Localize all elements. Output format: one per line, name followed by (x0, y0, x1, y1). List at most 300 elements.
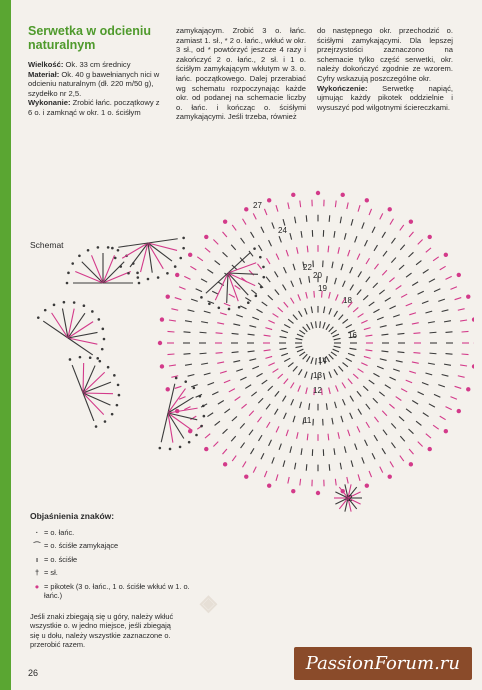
diagram-stroke (278, 307, 283, 312)
right-column (317, 26, 453, 112)
diagram-stroke (314, 291, 315, 298)
diagram-dot (175, 377, 178, 380)
diagram-stroke (413, 353, 420, 354)
diagram-stroke (428, 322, 435, 323)
diagram-stroke (400, 225, 404, 230)
diagram-dot (107, 366, 110, 369)
diagram-stroke (329, 308, 331, 314)
diagram-stroke (458, 309, 465, 311)
diagram-stroke (342, 382, 346, 388)
diagram-stroke (324, 307, 325, 314)
diagram-dot (159, 447, 162, 450)
diagram-stroke (380, 467, 383, 473)
diagram-stroke (329, 464, 330, 471)
diagram-stroke (284, 302, 288, 307)
diagram-stroke (283, 460, 285, 466)
diagram-dot (166, 272, 169, 275)
diagram-stroke (220, 371, 227, 373)
diagram-stroke (249, 359, 256, 361)
diagram-stroke (200, 353, 207, 354)
diagram-stroke (293, 416, 295, 422)
diagram-dot (200, 425, 203, 428)
diagram-stroke (365, 440, 368, 446)
diagram-dot (97, 246, 100, 249)
diagram-stroke (329, 354, 334, 359)
diagram-stroke (229, 389, 235, 392)
diagram-stroke (171, 376, 178, 378)
diagram-stroke (406, 380, 412, 383)
diagram-stroke (249, 411, 254, 416)
diagram-stroke (215, 273, 228, 300)
diagram-dot (117, 249, 120, 252)
diagram-stroke (299, 369, 303, 375)
diagram-stroke (224, 303, 230, 306)
execution-text: Zrobić łańc. początkowy z 6 o. i zamknąć w okr. 1 o. ściśłym (28, 98, 160, 117)
diagram-stroke (406, 409, 412, 413)
diagram-stroke (335, 201, 336, 208)
diagram-stroke (429, 279, 435, 282)
diagram-stroke (290, 446, 292, 452)
diagram-stroke (217, 362, 224, 363)
diagram-stroke (229, 294, 235, 297)
diagram-stroke (286, 250, 288, 256)
diagram-stroke (279, 236, 281, 242)
diagram-stroke (264, 335, 271, 336)
diagram-stroke (329, 215, 330, 222)
diagram-stroke (373, 309, 379, 312)
diagram-stroke (434, 394, 440, 397)
diagram-stroke (332, 262, 333, 269)
diagram-stroke (401, 294, 407, 297)
diagram-dot (267, 198, 271, 202)
diagram-stroke (364, 328, 371, 330)
diagram-dot (179, 257, 182, 260)
diagram-stroke (366, 277, 370, 282)
diagram-dot (223, 462, 227, 466)
diagram-dot (388, 474, 392, 478)
diagram-dot (119, 265, 122, 268)
diagram-stroke (382, 270, 387, 275)
diagram-stroke (374, 264, 378, 269)
diagram-stroke (347, 477, 348, 484)
diagram-stroke (358, 474, 360, 480)
diagram-stroke (412, 362, 419, 363)
diagram-stroke (309, 276, 310, 283)
faded-watermark-shape: ◈ (200, 590, 217, 615)
diagram-stroke (228, 273, 248, 295)
diagram-stroke (259, 245, 263, 251)
diagram-stroke (369, 302, 375, 306)
diagram-stroke (213, 240, 218, 245)
diagram-stroke (446, 332, 453, 333)
legend-text: = o. ściśłe zamykające (44, 541, 119, 550)
diagram-stroke (212, 392, 218, 395)
diagram-stroke (344, 233, 346, 239)
diagram-dot (78, 254, 81, 257)
diagram-stroke (350, 348, 357, 349)
diagram-stroke (233, 361, 240, 363)
diagram-stroke (334, 311, 338, 317)
diagram-stroke (283, 219, 285, 225)
diagram-stroke (335, 278, 337, 284)
diagram-dot (365, 198, 369, 202)
diagram-stroke (288, 477, 289, 484)
diagram-stroke (83, 372, 105, 393)
diagram-stroke (245, 385, 251, 389)
diagram-stroke (393, 315, 400, 317)
diagram-stroke (326, 324, 330, 330)
diagram-dot (174, 265, 177, 268)
diagram-stroke (369, 471, 371, 477)
diagram-stroke (391, 258, 396, 263)
diagram-dot (179, 446, 182, 449)
diagram-stroke (273, 314, 279, 318)
diagram-stroke (334, 231, 335, 238)
diagram-stroke (446, 407, 452, 410)
diagram-stroke (243, 219, 247, 225)
diagram-stroke (215, 421, 220, 425)
diagram-stroke (295, 217, 296, 224)
diagram-stroke (268, 295, 273, 300)
diagram-stroke (389, 404, 394, 408)
crochet-diagram (28, 178, 474, 538)
diagram-stroke (442, 374, 449, 376)
diagram-stroke (281, 353, 288, 355)
diagram-stroke (284, 324, 290, 327)
diagram-dot (118, 394, 121, 397)
diagram-stroke (416, 261, 421, 265)
diagram-stroke (297, 247, 298, 254)
diagram-stroke (228, 273, 258, 274)
diagram-stroke (267, 258, 271, 264)
diagram-dot (101, 348, 104, 351)
diagram-stroke (409, 232, 413, 237)
diagram-stroke (311, 322, 313, 328)
diagram-stroke (343, 319, 348, 323)
material-label: Materiał: (28, 69, 60, 79)
diagram-dot (127, 272, 130, 275)
diagram-stroke (257, 309, 263, 312)
diagram-stroke (169, 320, 176, 321)
diagram-stroke (348, 430, 350, 436)
legend-text: = o. łańc. (44, 527, 75, 537)
round-number-labels (253, 201, 357, 503)
diagram-dot (87, 249, 90, 252)
diagram-stroke (418, 442, 423, 447)
diagram-stroke (379, 392, 384, 396)
diagram-stroke (338, 247, 339, 254)
legend-text: = o. ściśłe (44, 554, 78, 564)
diagram-dot (291, 489, 295, 493)
diagram-dot (96, 357, 99, 360)
diagram-stroke (307, 246, 308, 253)
diagram-dot (113, 374, 116, 377)
legend-symbol: ⌒ (33, 541, 41, 550)
diagram-dot (103, 338, 106, 341)
diagram-stroke (288, 363, 293, 367)
legend-item (30, 528, 190, 538)
diagram-dot (291, 193, 295, 197)
diagram-dot (147, 278, 150, 281)
diagram-stroke (390, 219, 394, 225)
diagram-stroke (179, 287, 185, 290)
diagram-stroke (361, 363, 367, 366)
diagram-stroke (433, 425, 439, 429)
diagram-stroke (291, 399, 294, 405)
diagram-dot (137, 276, 140, 279)
diagram-stroke (232, 225, 236, 230)
diagram-stroke (268, 320, 274, 323)
diagram-stroke (329, 327, 334, 332)
diagram-stroke (344, 446, 346, 452)
diagram-dot (195, 434, 198, 437)
diagram-stroke (43, 321, 68, 338)
diagram-stroke (307, 356, 311, 362)
diagram-stroke (339, 315, 343, 320)
diagram-stroke (422, 383, 428, 385)
diagram-dot (158, 341, 162, 345)
diagram-stroke (252, 317, 258, 320)
diagram-stroke (259, 435, 263, 441)
diagram-dot (104, 420, 107, 423)
diagram-stroke (291, 382, 295, 388)
diagram-stroke (205, 434, 210, 438)
diagram-stroke (348, 379, 352, 384)
size-text: Ok. 33 cm średnicy (65, 60, 131, 69)
diagram-dot (157, 276, 160, 279)
diagram-stroke (231, 436, 235, 441)
diagram-stroke (223, 429, 228, 434)
diagram-dot (244, 207, 248, 211)
diagram-stroke (72, 365, 83, 393)
round-label: 22 (303, 263, 312, 272)
diagram-stroke (391, 238, 395, 243)
diagram-stroke (365, 350, 372, 351)
diagram-stroke (409, 371, 416, 373)
diagram-dot (316, 191, 320, 195)
diagram-stroke (334, 448, 335, 455)
diagram-dot (160, 364, 164, 368)
diagram-stroke (208, 383, 214, 385)
diagram-stroke (257, 373, 263, 376)
diagram-stroke (343, 363, 348, 367)
diagram-stroke (393, 369, 400, 371)
diagram-stroke (348, 353, 355, 355)
diagram-stroke (425, 373, 432, 375)
diagram-stroke (358, 369, 364, 373)
diagram-stroke (227, 273, 228, 303)
diagram-stroke (328, 246, 329, 253)
diagram-stroke (240, 423, 245, 428)
diagram-dot (111, 413, 114, 416)
diagram-stroke (191, 385, 198, 387)
diagram-dot (193, 387, 196, 390)
diagram-stroke (334, 369, 338, 375)
diagram-stroke (232, 456, 236, 461)
diagram-stroke (235, 397, 241, 401)
diagram-stroke (300, 479, 301, 486)
diagram-stroke (399, 416, 404, 421)
diagram-stroke (333, 349, 339, 352)
diagram-dot (238, 306, 241, 309)
diagram-stroke (236, 369, 243, 371)
diagram-stroke (316, 321, 317, 328)
diagram-stroke (373, 283, 378, 288)
diagram-stroke (412, 282, 418, 286)
diagram-stroke (301, 448, 302, 455)
diagram-stroke (425, 311, 432, 313)
diagram-stroke (276, 254, 279, 260)
diagram-stroke (220, 313, 227, 315)
diagram-stroke (161, 413, 168, 442)
diagram-stroke (391, 423, 396, 428)
diagram-stroke (197, 257, 203, 261)
diagram-dot (228, 308, 231, 311)
diagram-dot (204, 235, 208, 239)
diagram-stroke (361, 320, 367, 323)
diagram-stroke (305, 372, 307, 378)
diagram-stroke (218, 401, 224, 405)
diagram-stroke (365, 240, 368, 246)
diagram-stroke (293, 264, 295, 270)
diagram-stroke (389, 278, 394, 282)
diagram-stroke (297, 334, 303, 337)
round-label: 20 (313, 271, 322, 280)
diagram-dot (89, 356, 92, 359)
diagram-stroke (396, 285, 402, 289)
material-text: Ok. 40 g bawełnianych nici w odcieniu naturalnym (dł. 220 m/50 g), szydełko nr 2,5. (28, 69, 160, 98)
diagram-stroke (175, 386, 182, 388)
diagram-stroke (248, 351, 255, 352)
diagram-stroke (389, 377, 395, 380)
diagram-stroke (212, 291, 218, 294)
diagram-stroke (291, 298, 295, 304)
diagram-stroke (306, 292, 308, 298)
diagram-stroke (438, 299, 445, 301)
diagram-stroke (323, 322, 325, 328)
diagram-stroke (201, 279, 207, 282)
diagram-stroke (377, 366, 383, 369)
diagram-dot (91, 310, 94, 313)
diagram-dot (188, 253, 192, 257)
diagram-stroke (351, 460, 353, 466)
diagram-stroke (450, 397, 456, 400)
diagram-dot (79, 356, 82, 359)
note-text: Jeśli znaki zbiegają się u góry, należy wkłuć wszystkie o. w jedno miejsce, jeśli zbiegają się u dołu, należy wszystkie zaznaczone o. przerobić razem. (30, 612, 174, 649)
diagram-stroke (377, 317, 383, 320)
diagram-stroke (396, 397, 402, 401)
diagram-stroke (185, 364, 192, 365)
diagram-dot (114, 257, 117, 260)
diagram-stroke (299, 352, 305, 356)
diagram-stroke (241, 404, 246, 408)
diagram-stroke (336, 294, 339, 300)
diagram-dot (409, 462, 413, 466)
diagram-stroke (171, 309, 178, 311)
diagram-dot (316, 491, 320, 495)
diagram-dot (188, 441, 191, 444)
diagram-stroke (257, 264, 261, 269)
diagram-stroke (409, 313, 416, 315)
diagram-stroke (284, 358, 290, 361)
diagram-stroke (341, 264, 343, 270)
diagram-dot (182, 237, 185, 240)
diagram-stroke (374, 245, 378, 251)
diagram-stroke (329, 292, 331, 298)
legend-item (30, 555, 190, 565)
diagram-stroke (303, 354, 308, 359)
diagram-stroke (340, 463, 341, 470)
diagram-stroke (295, 463, 296, 470)
diagram-dot (218, 307, 221, 310)
diagram-stroke (353, 374, 358, 379)
diagram-stroke (355, 236, 357, 242)
diagram-stroke (406, 273, 412, 277)
diagram-stroke (383, 430, 387, 435)
diagram-stroke (426, 248, 431, 252)
diagram-dot (169, 448, 172, 451)
diagram-stroke (284, 413, 287, 419)
diagram-stroke (272, 222, 274, 228)
diagram-stroke (342, 399, 345, 405)
diagram-stroke (303, 327, 308, 332)
diagram-stroke (406, 303, 412, 306)
diagram-stroke (374, 435, 378, 441)
diagram-stroke (434, 289, 440, 292)
diagram-stroke (380, 326, 387, 328)
diagram-dot (200, 296, 203, 299)
diagram-stroke (326, 276, 327, 283)
diagram-stroke (329, 387, 331, 393)
diagram-stroke (440, 266, 446, 270)
diagram-stroke (268, 363, 274, 366)
legend-text: = sł. (44, 568, 58, 577)
diagram-dot (160, 317, 164, 321)
legend-symbol: · (35, 527, 39, 537)
diagram-stroke (397, 352, 404, 353)
diagram-dot (428, 447, 432, 451)
diagram-stroke (369, 209, 371, 215)
diagram-stroke (433, 257, 439, 261)
diagram-stroke (288, 202, 289, 209)
diagram-dot (83, 304, 86, 307)
diagram-stroke (261, 227, 264, 233)
diagram-stroke (175, 298, 182, 300)
diagram-stroke (251, 290, 256, 294)
diagram-dot (444, 429, 448, 433)
diagram-stroke (396, 324, 403, 326)
legend-item (30, 541, 190, 551)
diagram-stroke (297, 432, 298, 439)
diagram-stroke (358, 409, 362, 415)
round-label: 27 (253, 201, 262, 210)
diagram-dot (166, 387, 170, 391)
diagram-stroke (306, 464, 307, 471)
diagram-stroke (300, 201, 301, 208)
diagram-stroke (369, 380, 375, 384)
diagram-stroke (409, 449, 413, 454)
diagram-stroke (83, 363, 84, 393)
diagram-dot (253, 247, 256, 250)
diagram-stroke (400, 456, 404, 461)
diagram-stroke (429, 404, 435, 407)
diagram-stroke (167, 354, 174, 355)
diagram-stroke (266, 277, 270, 282)
diagram-stroke (416, 421, 421, 425)
diagram-stroke (380, 359, 387, 361)
diagram-stroke (364, 356, 371, 358)
diagram-stroke (385, 298, 391, 302)
